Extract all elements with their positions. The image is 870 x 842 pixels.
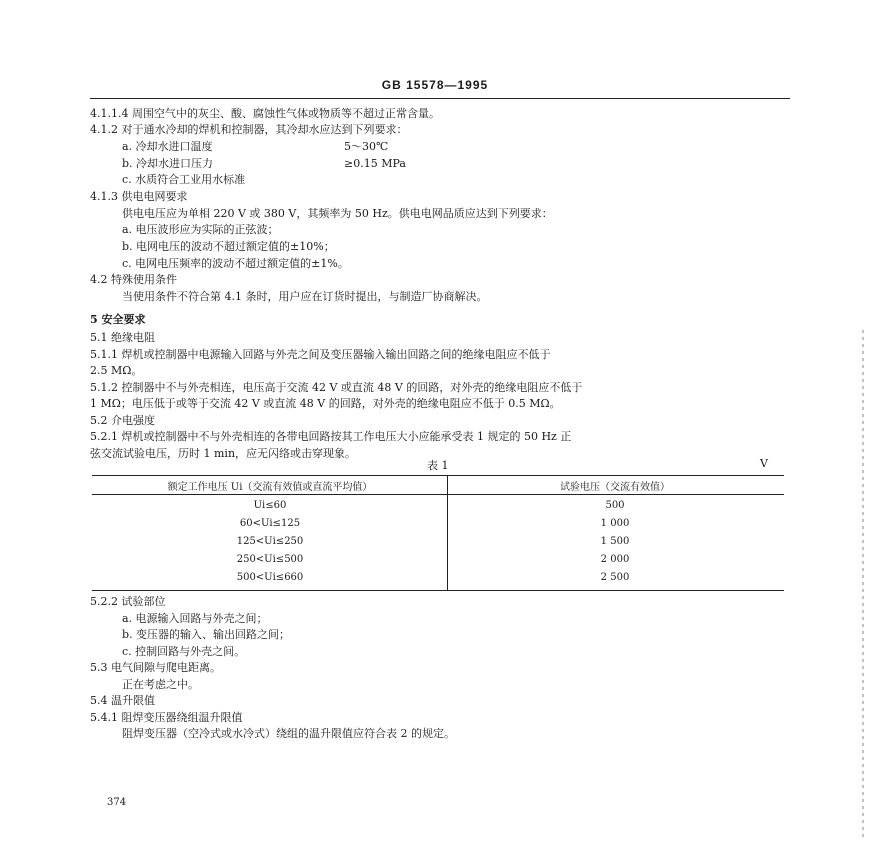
paragraph-line: 阻焊变压器（空冷式或水冷式）绕组的温升限值应符合表 2 的规定。 <box>122 727 455 740</box>
clause-5-4-1: 5.4.1 阻焊变压器绕组温升限值 <box>90 711 243 724</box>
table-1-unit: V <box>760 457 768 470</box>
table-1-title: 表 1 <box>427 459 449 472</box>
list-item: b. 变压器的输入、输出回路之间； <box>122 628 291 641</box>
paragraph-line: 弦交流试验电压，历时 1 min，应无闪络或击穿现象。 <box>90 447 357 460</box>
header-rule <box>90 98 790 99</box>
scan-edge-artifact <box>862 330 864 840</box>
list-item: c. 电网电压频率的波动不超过额定值的±1%。 <box>122 257 349 270</box>
clause-5-1-2: 5.1.2 控制器中不与外壳相连，电压高于交流 42 V 或直流 48 V 的回路，对外壳的绝缘电阻应不低于 <box>90 381 583 394</box>
clause-5-4: 5.4 温升限值 <box>90 694 155 707</box>
clause-5-2-2: 5.2.2 试验部位 <box>90 595 166 608</box>
table-column-divider <box>447 475 448 590</box>
list-item: c. 控制回路与外壳之间。 <box>122 645 246 658</box>
item-b-label: b. 冷却水进口压力 <box>122 157 214 170</box>
item-a-label: a. 冷却水进口温度 <box>122 140 213 153</box>
table-cell-voltage-range: 125<Ui≤250 <box>236 536 304 547</box>
clause-5-1-1: 5.1.1 焊机或控制器中电源输入回路与外壳之间及变压器输入输出回路之间的绝缘电阻应不低于 <box>90 348 551 361</box>
table-cell-test-voltage: 1 500 <box>600 536 630 547</box>
table-header-rule <box>92 494 784 495</box>
clause-5-2: 5.2 介电强度 <box>90 414 155 427</box>
clause-5-1: 5.1 绝缘电阻 <box>90 331 155 344</box>
table-cell-voltage-range: 500<Ui≤660 <box>236 572 304 583</box>
clause-4-1-2: 4.1.2 对于通水冷却的焊机和控制器，其冷却水应达到下列要求： <box>90 123 408 136</box>
table-cell-test-voltage: 500 <box>605 500 625 511</box>
paragraph-line: 1 MΩ；电压低于或等于交流 42 V 或直流 48 V 的回路，对外壳的绝缘电阻应不低于 0.5 MΩ。 <box>90 397 561 410</box>
paragraph-line: 正在考虑之中。 <box>122 678 199 691</box>
paragraph-line: 2.5 MΩ。 <box>90 364 143 377</box>
table-cell-voltage-range: 250<Ui≤500 <box>236 554 304 565</box>
table-cell-voltage-range: Ui≤60 <box>253 500 287 511</box>
list-item: b. 电网电压的波动不超过额定值的±10%； <box>122 240 335 253</box>
clause-4-1-3: 4.1.3 供电电网要求 <box>90 190 188 203</box>
table-cell-voltage-range: 60<Ui≤125 <box>239 518 301 529</box>
table-header-test-voltage: 试验电压（交流有效值） <box>560 482 670 493</box>
clause-5-3: 5.3 电气间隙与爬电距离。 <box>90 661 221 674</box>
page-number: 374 <box>107 797 127 808</box>
paragraph-line: 当使用条件不符合第 4.1 条时，用户应在订货时提出，与制造厂协商解决。 <box>122 290 488 303</box>
list-item: a. 电压波形应为实际的正弦波； <box>122 223 279 236</box>
clause-4-2: 4.2 特殊使用条件 <box>90 273 177 286</box>
clause-4-1-1-4: 4.1.1.4 周围空气中的灰尘、酸、腐蚀性气体或物质等不超过正常含量。 <box>90 107 440 120</box>
list-item: a. 电源输入回路与外壳之间； <box>122 612 268 625</box>
item-c: c. 水质符合工业用水标准 <box>122 173 246 186</box>
table-bottom-rule <box>92 590 784 591</box>
paragraph-line: 供电电压应为单相 220 V 或 380 V，其频率为 50 Hz。供电电网品质应达到下列要求： <box>122 207 553 220</box>
table-cell-test-voltage: 2 000 <box>600 554 630 565</box>
item-a-value: 5～30℃ <box>344 140 389 153</box>
item-b-value: ≥0.15 MPa <box>344 157 406 170</box>
section-5-heading: 5 安全要求 <box>90 313 146 326</box>
table-top-rule <box>92 475 784 476</box>
standard-code-header: GB 15578—1995 <box>381 78 489 92</box>
table-cell-test-voltage: 2 500 <box>600 572 630 583</box>
table-cell-test-voltage: 1 000 <box>600 518 630 529</box>
table-header-rated-voltage: 额定工作电压 Ui（交流有效值或直流平均值） <box>167 482 373 493</box>
clause-5-2-1: 5.2.1 焊机或控制器中不与外壳相连的各带电回路按其工作电压大小应能承受表 1 规定的 50 Hz 正 <box>90 430 572 443</box>
